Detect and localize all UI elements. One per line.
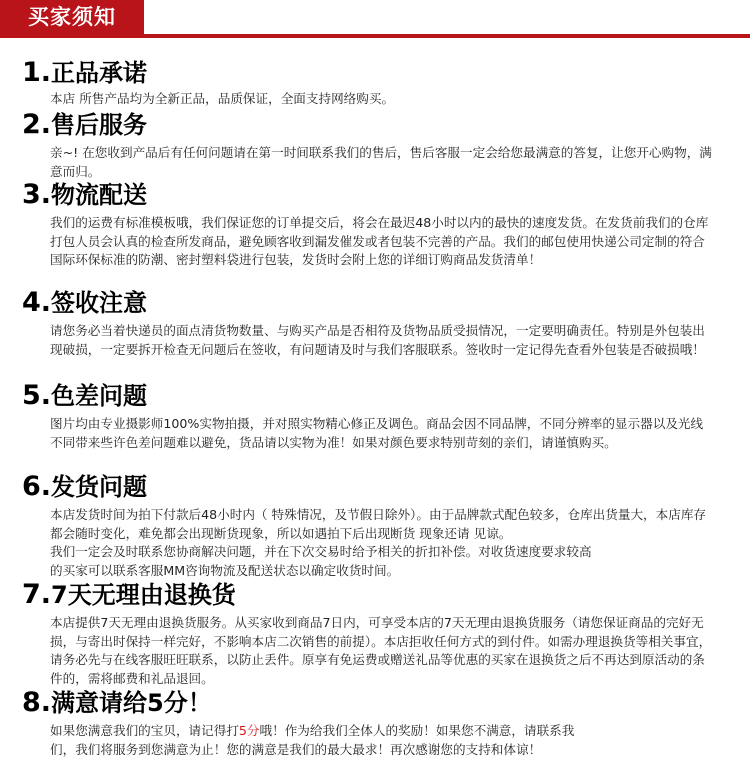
section-title: 7天无理由退换货 (51, 581, 236, 609)
section-number: 2. (22, 109, 52, 140)
section-heading (22, 180, 147, 210)
text-segment: 哦！作为给我们全体人的奖励！如果您不满意，请联系我 (259, 723, 575, 738)
text-segment: 如果您满意我们的宝贝，请记得打 (50, 723, 239, 738)
highlight-score: 5分 (238, 723, 260, 738)
section-body (50, 214, 714, 270)
paragraph: 我们一定会及时联系您协商解决问题，并在下次交易时给予相关的折扣补偿。对收货速度要求较高 (50, 544, 592, 560)
section-heading (22, 688, 212, 718)
section-heading (22, 58, 147, 88)
header-band (0, 0, 750, 46)
header-divider (0, 34, 750, 38)
paragraph: 本店 所售产品均为全新正品，品质保证，全面支持网络购买。 (50, 91, 395, 106)
section-title: 售后服务 (51, 111, 148, 139)
section-title: 满意请给5分！ (51, 689, 212, 717)
paragraph: 亲~! 在您收到产品后有任何问题请在第一时间联系我们的售后，售后客服一定会给您最满意的答复，让您开心购物，满意而归。 (50, 145, 712, 179)
paragraph: 的买家可以联系客服MM咨询物流及配送状态以确定收货时间。 (50, 562, 400, 578)
section-heading (22, 288, 147, 318)
section-heading (22, 580, 236, 610)
section-body (50, 722, 714, 759)
paragraph: 本店发货时间为拍下付款后48小时内（ 特殊情况，及节假日除外）。由于品牌款式配色较多，仓库出货量大，本店库存都会随时变化，难免都会出现断货现象，所以如遇拍下后出现断货 现象还请 见谅。 (50, 507, 707, 541)
paragraph: 本店提供7天无理由退换货服务。从买家收到商品7日内，可享受本店的7天无理由退换货服务（请您保证商品的完好无损，与寄出时保持一样完好，不影响本店二次销售的前提）。本店拒收任何方式的到付件。如需办理退换货等相关事宜，请务必先与在线客服旺旺联系，以防止丢件。原享有免运费或赠送礼品等优惠的买家在退换货之后不再达到原活动的条件的，需将邮费和礼品退回。 (50, 615, 712, 686)
section-number: 3. (22, 179, 52, 210)
paragraph: 我们的运费有标准模板哦，我们保证您的订单提交后，将会在最迟48小时以内的最快的速度发货。在发货前我们的仓库打包人员会认真的检查所发商品，避免顾客收到漏发催发或者包装不完善的产品。我们的邮包使用快递公司定制的符合国际环保标准的防潮、密封塑料袋进行包装，发货时会附上您的详细订购商品发货清单！ (50, 215, 709, 268)
section-number: 8. (22, 687, 52, 718)
paragraph (50, 722, 714, 741)
section-title: 色差问题 (51, 382, 148, 410)
section-body (50, 90, 714, 109)
section-body (50, 506, 714, 580)
section-number: 5. (22, 380, 52, 411)
section-number: 4. (22, 287, 52, 318)
paragraph: 请您务必当着快递员的面点清货物数量、与购买产品是否相符及货物品质受损情况，一定要明确责任。特别是外包装出现破损，一定要拆开检查无问题后在签收，有问题请及时与我们客服联系。签收时一定记得先查看外包装是否破损哦！ (50, 323, 705, 357)
section-heading (22, 381, 147, 411)
section-heading (22, 472, 147, 502)
section-heading (22, 110, 147, 140)
section-number: 6. (22, 471, 52, 502)
section-body (50, 322, 714, 359)
section-body (50, 144, 714, 181)
section-body (50, 614, 714, 688)
section-title: 物流配送 (51, 181, 148, 209)
section-body (50, 415, 714, 452)
section-number: 1. (22, 57, 52, 88)
page-title: 买家须知 (0, 0, 144, 34)
section-title: 正品承诺 (51, 59, 148, 87)
paragraph: 们，我们将服务到您满意为止！您的满意是我们的最大最求！再次感谢您的支持和体谅！ (50, 741, 542, 757)
paragraph: 图片均由专业摄影师100%实物拍摄，并对照实物精心修正及调色。商品会因不同品牌，不同分辨率的显示器以及光线不同带来些许色差问题难以避免，货品请以实物为准！如果对颜色要求特别苛刻的亲们，请谨慎购买。 (50, 416, 704, 450)
section-title: 发货问题 (51, 473, 148, 501)
section-title: 签收注意 (51, 289, 148, 317)
section-number: 7. (22, 579, 52, 610)
